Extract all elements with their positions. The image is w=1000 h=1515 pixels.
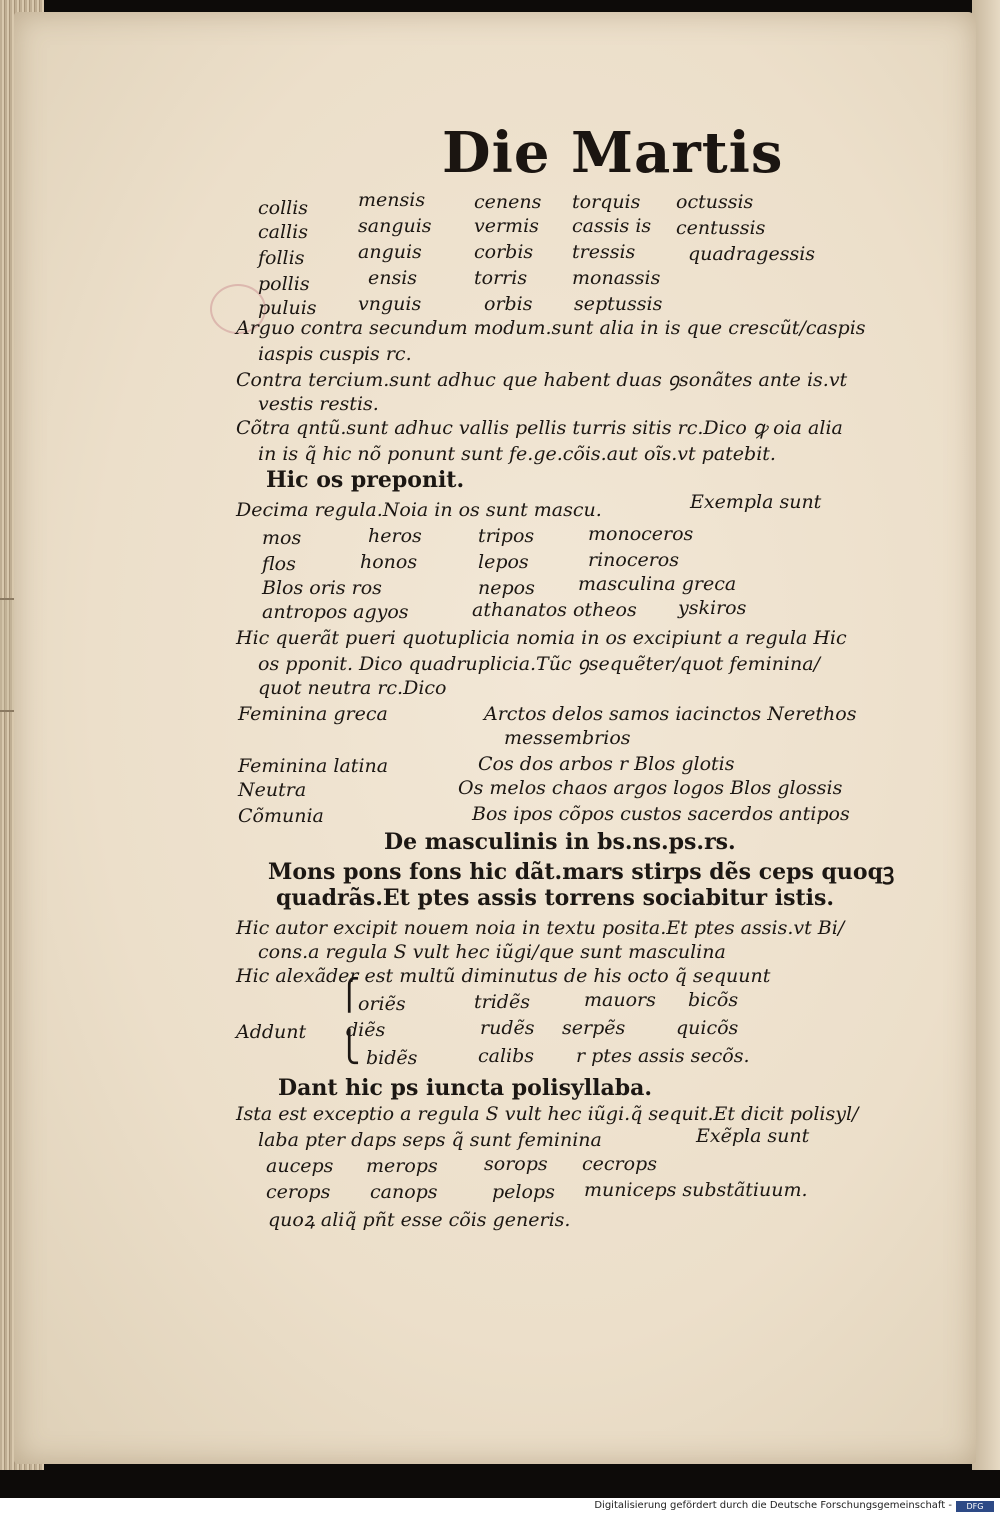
table-cell: tressis [572,241,636,263]
text-line: Arguo contra secundum modum.sunt alia in is que crescũt/caspis [236,317,866,339]
table-cell: diẽs [346,1019,386,1041]
table-cell: vnguis [358,293,422,315]
table-cell: oriẽs [358,993,406,1015]
exempla-label: Exẽpla sunt [696,1125,810,1147]
table-cell: canops [370,1181,438,1203]
table-cell: mos [262,527,302,549]
table-cell: calibs [478,1045,535,1067]
table-cell: quadragessis [688,243,816,265]
addunt-label: Addunt [236,1021,307,1043]
text-line: Ista est exceptio a regula S vult hec iũgi.q̃ sequit.Et dicit polisyl/ [236,1103,859,1125]
dfg-logo: DFG [956,1501,994,1512]
table-cell: collis [258,197,309,219]
table-cell: sorops [484,1153,548,1175]
table-cell: anguis [358,241,422,263]
section-heading-os: Hic os preponit. [266,467,465,493]
table-cell: merops [366,1155,438,1177]
table-cell: nepos [478,577,535,599]
text-line: iaspis cuspis rc. [258,343,412,365]
table-cell: centussis [676,217,766,239]
text-line: Hic alexãder est multũ diminutus de his octo q̃ sequunt [236,965,771,987]
text-line: Cõtra qntũ.sunt adhuc vallis pellis turris sitis rc.Dico ꝙ oia alia [236,417,843,439]
table-cell: monoceros [588,523,694,545]
table-cell: monassis [572,267,661,289]
genus-label: Feminina latina [238,755,389,777]
table-cell: torquis [572,191,641,213]
table-cell: bicõs [688,989,739,1011]
table-cell: Blos oris ros [262,577,382,599]
brace-bottom: ⎩ [338,1030,361,1065]
genus-label: Neutra [238,779,307,801]
table-cell: ensis [368,267,418,289]
table-cell: auceps [266,1155,334,1177]
table-cell: sanguis [358,215,432,237]
table-cell: municeps substãtiuum. [584,1179,808,1201]
genus-words: Arctos delos samos iacinctos Nerethos [484,703,857,725]
table-cell: pollis [258,273,310,295]
exempla-label: Exempla sunt [690,491,822,513]
table-cell: quicõs [676,1017,739,1039]
table-cell: cenens [474,191,542,213]
page-title: Die Martis [442,120,784,186]
table-cell: cecrops [582,1153,657,1175]
table-cell: septussis [574,293,663,315]
table-cell: bidẽs [366,1047,418,1069]
genus-label: Feminina greca [238,703,388,725]
table-cell: corbis [474,241,534,263]
verse-line: quadrãs.Et ptes assis torrens sociabitur istis. [276,885,835,911]
table-cell: yskiros [678,597,747,619]
section-heading-ps: Dant hic ps iuncta polisyllaba. [278,1075,653,1101]
text-line: quot neutra rc.Dico [258,677,447,699]
table-cell: follis [258,247,305,269]
table-cell: antropos agyos [262,601,409,623]
text-line: quoꝝ aliq̃ pñt esse cõis generis. [268,1209,571,1231]
table-cell: rudẽs [480,1017,535,1039]
table-cell: pelops [492,1181,555,1203]
table-cell: vermis [474,215,539,237]
brace-top: ⎧ [338,978,361,1013]
genus-label: Cõmunia [238,805,324,827]
genus-words: Cos dos arbos r Blos glotis [478,753,735,775]
table-cell: heros [368,525,422,547]
right-page-strip [972,0,1000,1470]
footer-text: Digitalisierung gefördert durch die Deutsche Forschungsgemeinschaft - [594,1500,952,1511]
table-cell: lepos [478,551,529,573]
genus-words: Bos ipos cõpos custos sacerdos antipos [472,803,850,825]
table-cell: serpẽs [562,1017,626,1039]
table-cell: masculina greca [578,573,737,595]
table-cell: torris [474,267,528,289]
table-cell: orbis [484,293,533,315]
text-line: Contra tercium.sunt adhuc que habent duas ꝯsonãtes ante is.vt [236,369,848,391]
table-cell: cerops [266,1181,331,1203]
text-line: os pponit. Dico quadruplicia.Tũc ꝯsequẽter/quot feminina/ [258,653,820,675]
genus-words-extra: messembrios [504,727,631,749]
table-cell: tripos [478,525,535,547]
text-line: in is q̃ hic nõ ponunt sunt fe.ge.cõis.aut oĩs.vt patebit. [258,443,776,465]
book-page [14,12,976,1464]
table-cell: puluis [258,297,317,319]
rule-heading: Decima regula.Noia in os sunt mascu. [236,499,602,521]
text-line: vestis restis. [258,393,379,415]
table-cell: rinoceros [588,549,679,571]
table-cell: octussis [676,191,754,213]
table-cell: cassis is [572,215,652,237]
table-cell: tridẽs [474,991,530,1013]
table-cell: mauors [584,989,656,1011]
genus-words: Os melos chaos argos logos Blos glossis [458,777,843,799]
text-line: laba pter daps seps q̃ sunt feminina [258,1129,602,1151]
text-line: Hic querãt pueri quotuplicia nomia in os excipiunt a regula Hic [236,627,847,649]
text-line: cons.a regula S vult hec iũgi/que sunt masculina [258,941,726,963]
section-heading: De masculinis in bs.ns.ps.rs. [384,829,736,855]
verse-line: Mons pons fons hic dãt.mars stirps dẽs ceps quoqꝫ [268,859,895,885]
table-cell: flos [262,553,296,575]
footer-bar [0,1498,1000,1515]
table-cell: callis [258,221,308,243]
table-cell: r ptes assis secõs. [576,1045,750,1067]
table-cell: athanatos otheos [472,599,637,621]
table-cell: honos [360,551,418,573]
table-cell: mensis [358,189,426,211]
text-line: Hic autor excipit nouem noia in textu posita.Et ptes assis.vt Bi/ [236,917,845,939]
